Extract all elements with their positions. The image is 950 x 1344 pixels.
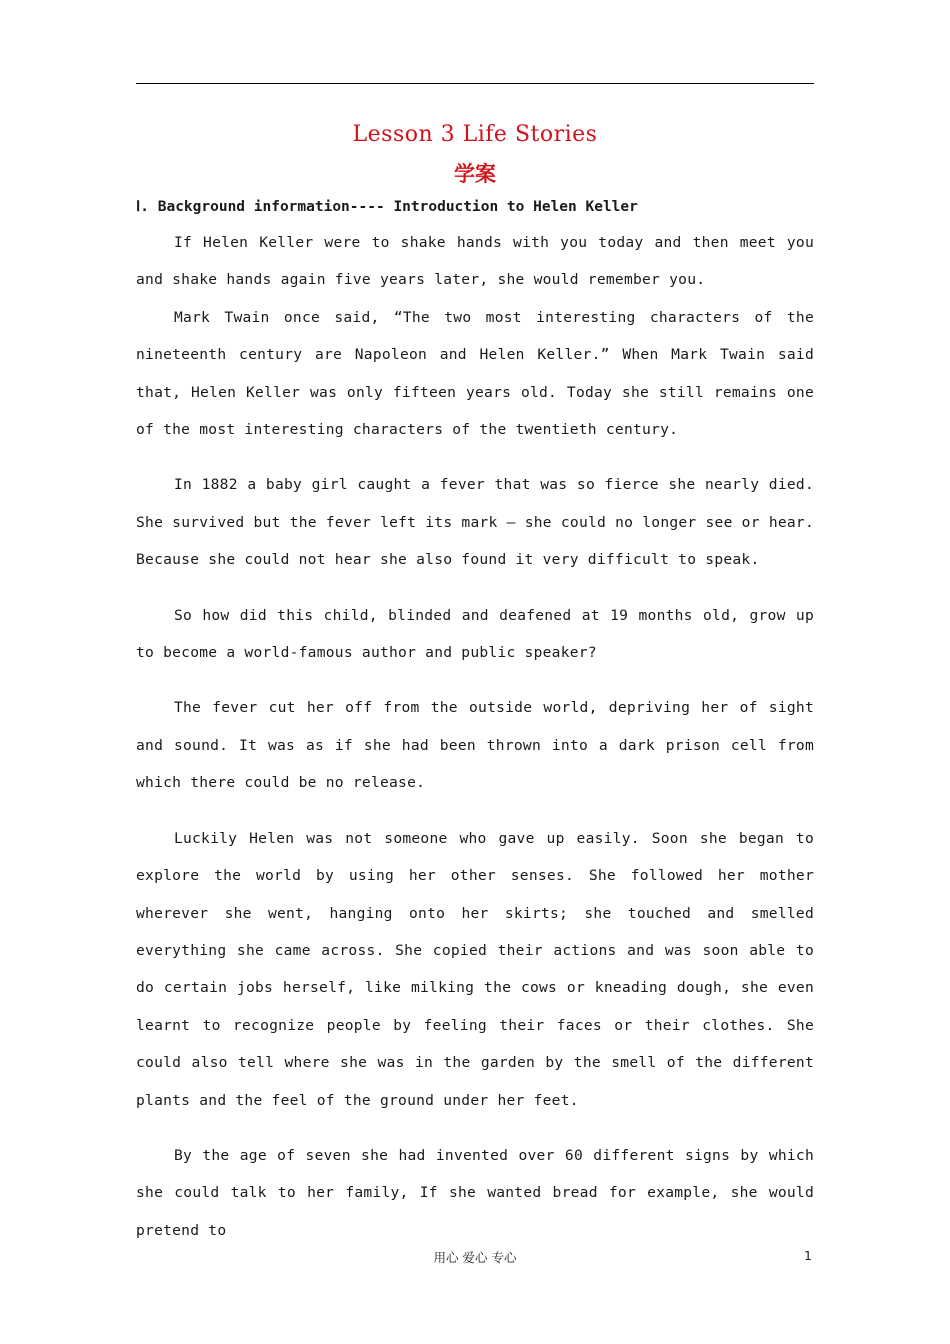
- paragraph-7: By the age of seven she had invented over 60 different signs by which she could talk to her family, If she wanted bread for example, she would pretend to: [136, 1146, 814, 1239]
- document-subtitle: 学案: [454, 161, 496, 186]
- header-rule: [136, 83, 814, 84]
- section-heading: Ⅰ. Background information---- Introduction to Helen Keller: [136, 199, 638, 215]
- footer-motto: 用心 爱心 专心: [433, 1250, 517, 1265]
- paragraph-6: Luckily Helen was not someone who gave up easily. Soon she began to explore the world by using her other senses. She followed her mother wherever she went, hanging onto her skirts; she touched and smelled everything she came across. She copied their actions and was soon able to do certain jobs herself, like milking the cows or kneading dough, she even learnt to recognize people by feeling their faces or their clothes. She could also tell where she was in the garden by the smell of the different plants and the feel of the ground under her feet.: [136, 829, 814, 1109]
- paragraph-3: In 1882 a baby girl caught a fever that was so fierce she nearly died. She survived but the fever left its mark — she could no longer see or hear. Because she could not hear she also found it very difficult to speak.: [136, 476, 814, 569]
- document-title: Lesson 3 Life Stories: [352, 122, 598, 147]
- paragraph-5: The fever cut her off from the outside world, depriving her of sight and sound. It was as if she had been thrown into a dark prison cell from which there could be no release.: [136, 699, 814, 792]
- paragraph-1: If Helen Keller were to shake hands with you today and then meet you and shake hands again five years later, she would remember you.: [136, 234, 814, 289]
- paragraph-4: So how did this child, blinded and deafened at 19 months old, grow up to become a world-famous author and public speaker?: [136, 606, 814, 662]
- body-text: [136, 224, 814, 1249]
- page-number: 1: [804, 1248, 812, 1263]
- paragraph-2: Mark Twain once said, “The two most interesting characters of the nineteenth century are Napoleon and Helen Keller.” When Mark Twain said that, Helen Keller was only fifteen years old. Today she still remains one of the most interesting characters of the twentieth century.: [136, 308, 814, 439]
